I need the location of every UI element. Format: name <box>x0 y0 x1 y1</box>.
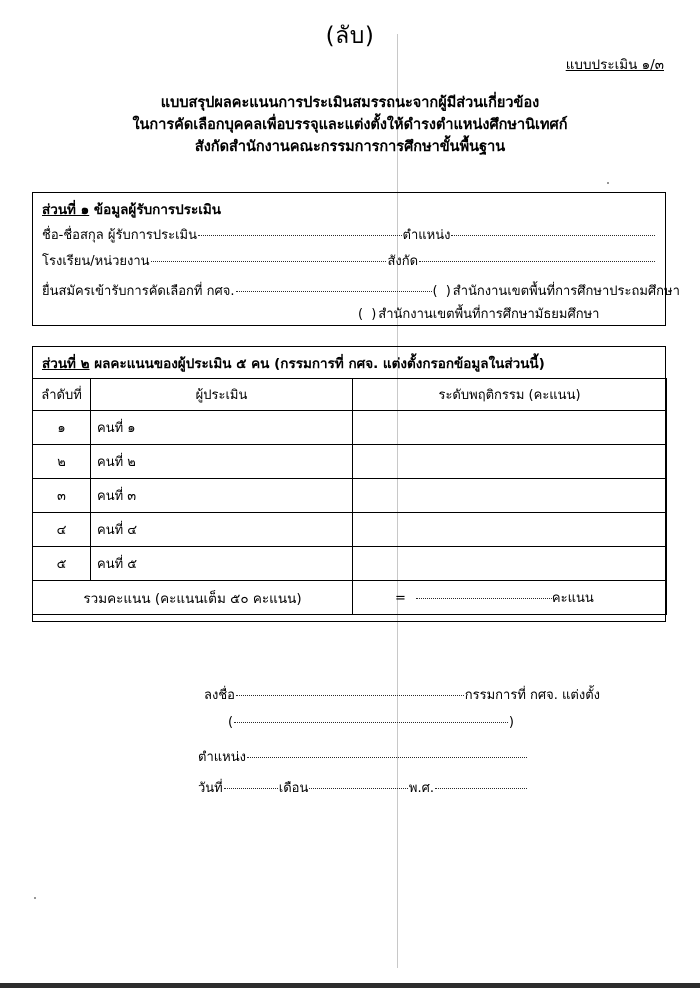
option-primary-label: สำนักงานเขตพื้นที่การศึกษาประถมศึกษา <box>452 284 680 299</box>
row-score-input[interactable] <box>353 479 667 513</box>
page-title-line-3: สังกัดสำนักงานคณะกรรมการการศึกษาขั้นพื้นฐาน <box>194 139 506 155</box>
secret-label: (ลับ) <box>325 23 375 49</box>
total-label: รวมคะแนน (คะแนนเต็ม ๕๐ คะแนน) <box>33 581 353 615</box>
page-title <box>0 92 700 158</box>
row-score-input[interactable] <box>353 411 667 445</box>
field-row-option-secondary <box>358 303 599 324</box>
section-2-heading <box>42 352 545 374</box>
score-table-head <box>33 379 667 411</box>
row-evaluator: คนที่ ๒ <box>91 445 353 479</box>
row-no: ๔ <box>33 513 91 547</box>
table-total-row <box>33 581 667 615</box>
signature-input-line[interactable] <box>236 695 464 696</box>
row-evaluator: คนที่ ๓ <box>91 479 353 513</box>
score-table-body <box>33 411 667 615</box>
school-label: โรงเรียน/หน่วยงาน <box>42 254 150 269</box>
page-title-line-1: แบบสรุปผลคะแนนการประเมินสมรรถนะจากผู้มีส่วนเกี่ยวข้อง <box>160 95 540 111</box>
total-score-input-line[interactable] <box>416 598 552 599</box>
section-2-label-text: ผลคะแนนของผู้ประเมิน ๕ คน (กรรมการที่ กศจ. แต่งตั้งกรอกข้อมูลในส่วนนี้) <box>94 356 545 372</box>
table-row <box>33 479 667 513</box>
row-score-input[interactable] <box>353 547 667 581</box>
apply-input-line[interactable] <box>236 291 432 292</box>
year-label: พ.ศ. <box>408 781 434 796</box>
field-row-organization <box>42 250 656 271</box>
signature-row-position <box>198 746 528 767</box>
column-header-no: ลำดับที่ <box>33 379 91 411</box>
option-secondary-label: สำนักงานเขตพื้นที่การศึกษามัธยมศึกษา <box>378 307 600 322</box>
score-table <box>32 378 667 615</box>
apply-label: ยื่นสมัครเข้ารับการคัดเลือกที่ กศจ. <box>42 284 235 299</box>
row-score-input[interactable] <box>353 513 667 547</box>
total-score-unit: คะแนน <box>551 591 594 606</box>
column-header-evaluator: ผู้ประเมิน <box>91 379 353 411</box>
checkbox-secondary[interactable]: ( ) <box>358 307 379 322</box>
name-input-line[interactable] <box>198 235 402 236</box>
scan-speck <box>34 897 36 899</box>
section-1-heading <box>42 198 221 220</box>
equals-sign: = <box>395 591 406 606</box>
section-1-label-prefix: ส่วนที่ ๑ <box>42 202 90 218</box>
section-1-label-text: ข้อมูลผู้รับการประเมิน <box>93 202 221 218</box>
paren-open: ( <box>228 715 234 730</box>
page-title-line-2: ในการคัดเลือกบุคคลเพื่อบรรจุและแต่งตั้งให้ดำรงตำแหน่งศึกษานิเทศก์ <box>132 117 568 133</box>
table-header-row <box>33 379 667 411</box>
form-number: แบบประเมิน ๑/๓ <box>565 57 664 73</box>
row-evaluator: คนที่ ๑ <box>91 411 353 445</box>
signature-role-label: กรรมการที่ กศจ. แต่งตั้ง <box>464 688 600 703</box>
affiliation-input-line[interactable] <box>419 261 655 262</box>
signature-row-date <box>198 777 528 798</box>
row-score-input[interactable] <box>353 445 667 479</box>
date-label: วันที่ <box>198 781 223 796</box>
checkbox-primary[interactable]: ( ) <box>432 284 453 299</box>
row-no: ๑ <box>33 411 91 445</box>
position-label: ตำแหน่ง <box>402 228 451 243</box>
field-row-application <box>42 280 680 301</box>
table-row <box>33 547 667 581</box>
column-header-score: ระดับพฤติกรรม (คะแนน) <box>353 379 667 411</box>
date-year-input-line[interactable] <box>435 788 527 789</box>
table-row <box>33 411 667 445</box>
field-row-name <box>42 224 656 245</box>
signature-row-printed-name <box>228 715 514 730</box>
date-month-input-line[interactable] <box>309 788 408 789</box>
school-input-line[interactable] <box>151 261 387 262</box>
name-label: ชื่อ-ชื่อสกุล ผู้รับการประเมิน <box>42 228 197 243</box>
date-day-input-line[interactable] <box>224 788 278 789</box>
signature-label: ลงชื่อ <box>204 688 235 703</box>
printed-name-input-line[interactable] <box>234 722 508 723</box>
row-evaluator: คนที่ ๕ <box>91 547 353 581</box>
row-no: ๒ <box>33 445 91 479</box>
paren-close: ) <box>508 715 514 730</box>
table-row <box>33 513 667 547</box>
table-row <box>33 445 667 479</box>
row-no: ๓ <box>33 479 91 513</box>
signature-position-label: ตำแหน่ง <box>198 750 246 765</box>
position-input-line[interactable] <box>451 235 655 236</box>
total-score-cell[interactable] <box>353 581 667 615</box>
affiliation-label: สังกัด <box>387 254 419 269</box>
section-2-label-prefix: ส่วนที่ ๒ <box>42 356 90 372</box>
row-evaluator: คนที่ ๔ <box>91 513 353 547</box>
row-no: ๕ <box>33 547 91 581</box>
signature-row-name <box>204 684 600 705</box>
scan-speck <box>607 182 609 184</box>
signature-position-input-line[interactable] <box>247 757 527 758</box>
month-label: เดือน <box>278 781 309 796</box>
scan-artifact-bottom-band <box>0 983 700 988</box>
